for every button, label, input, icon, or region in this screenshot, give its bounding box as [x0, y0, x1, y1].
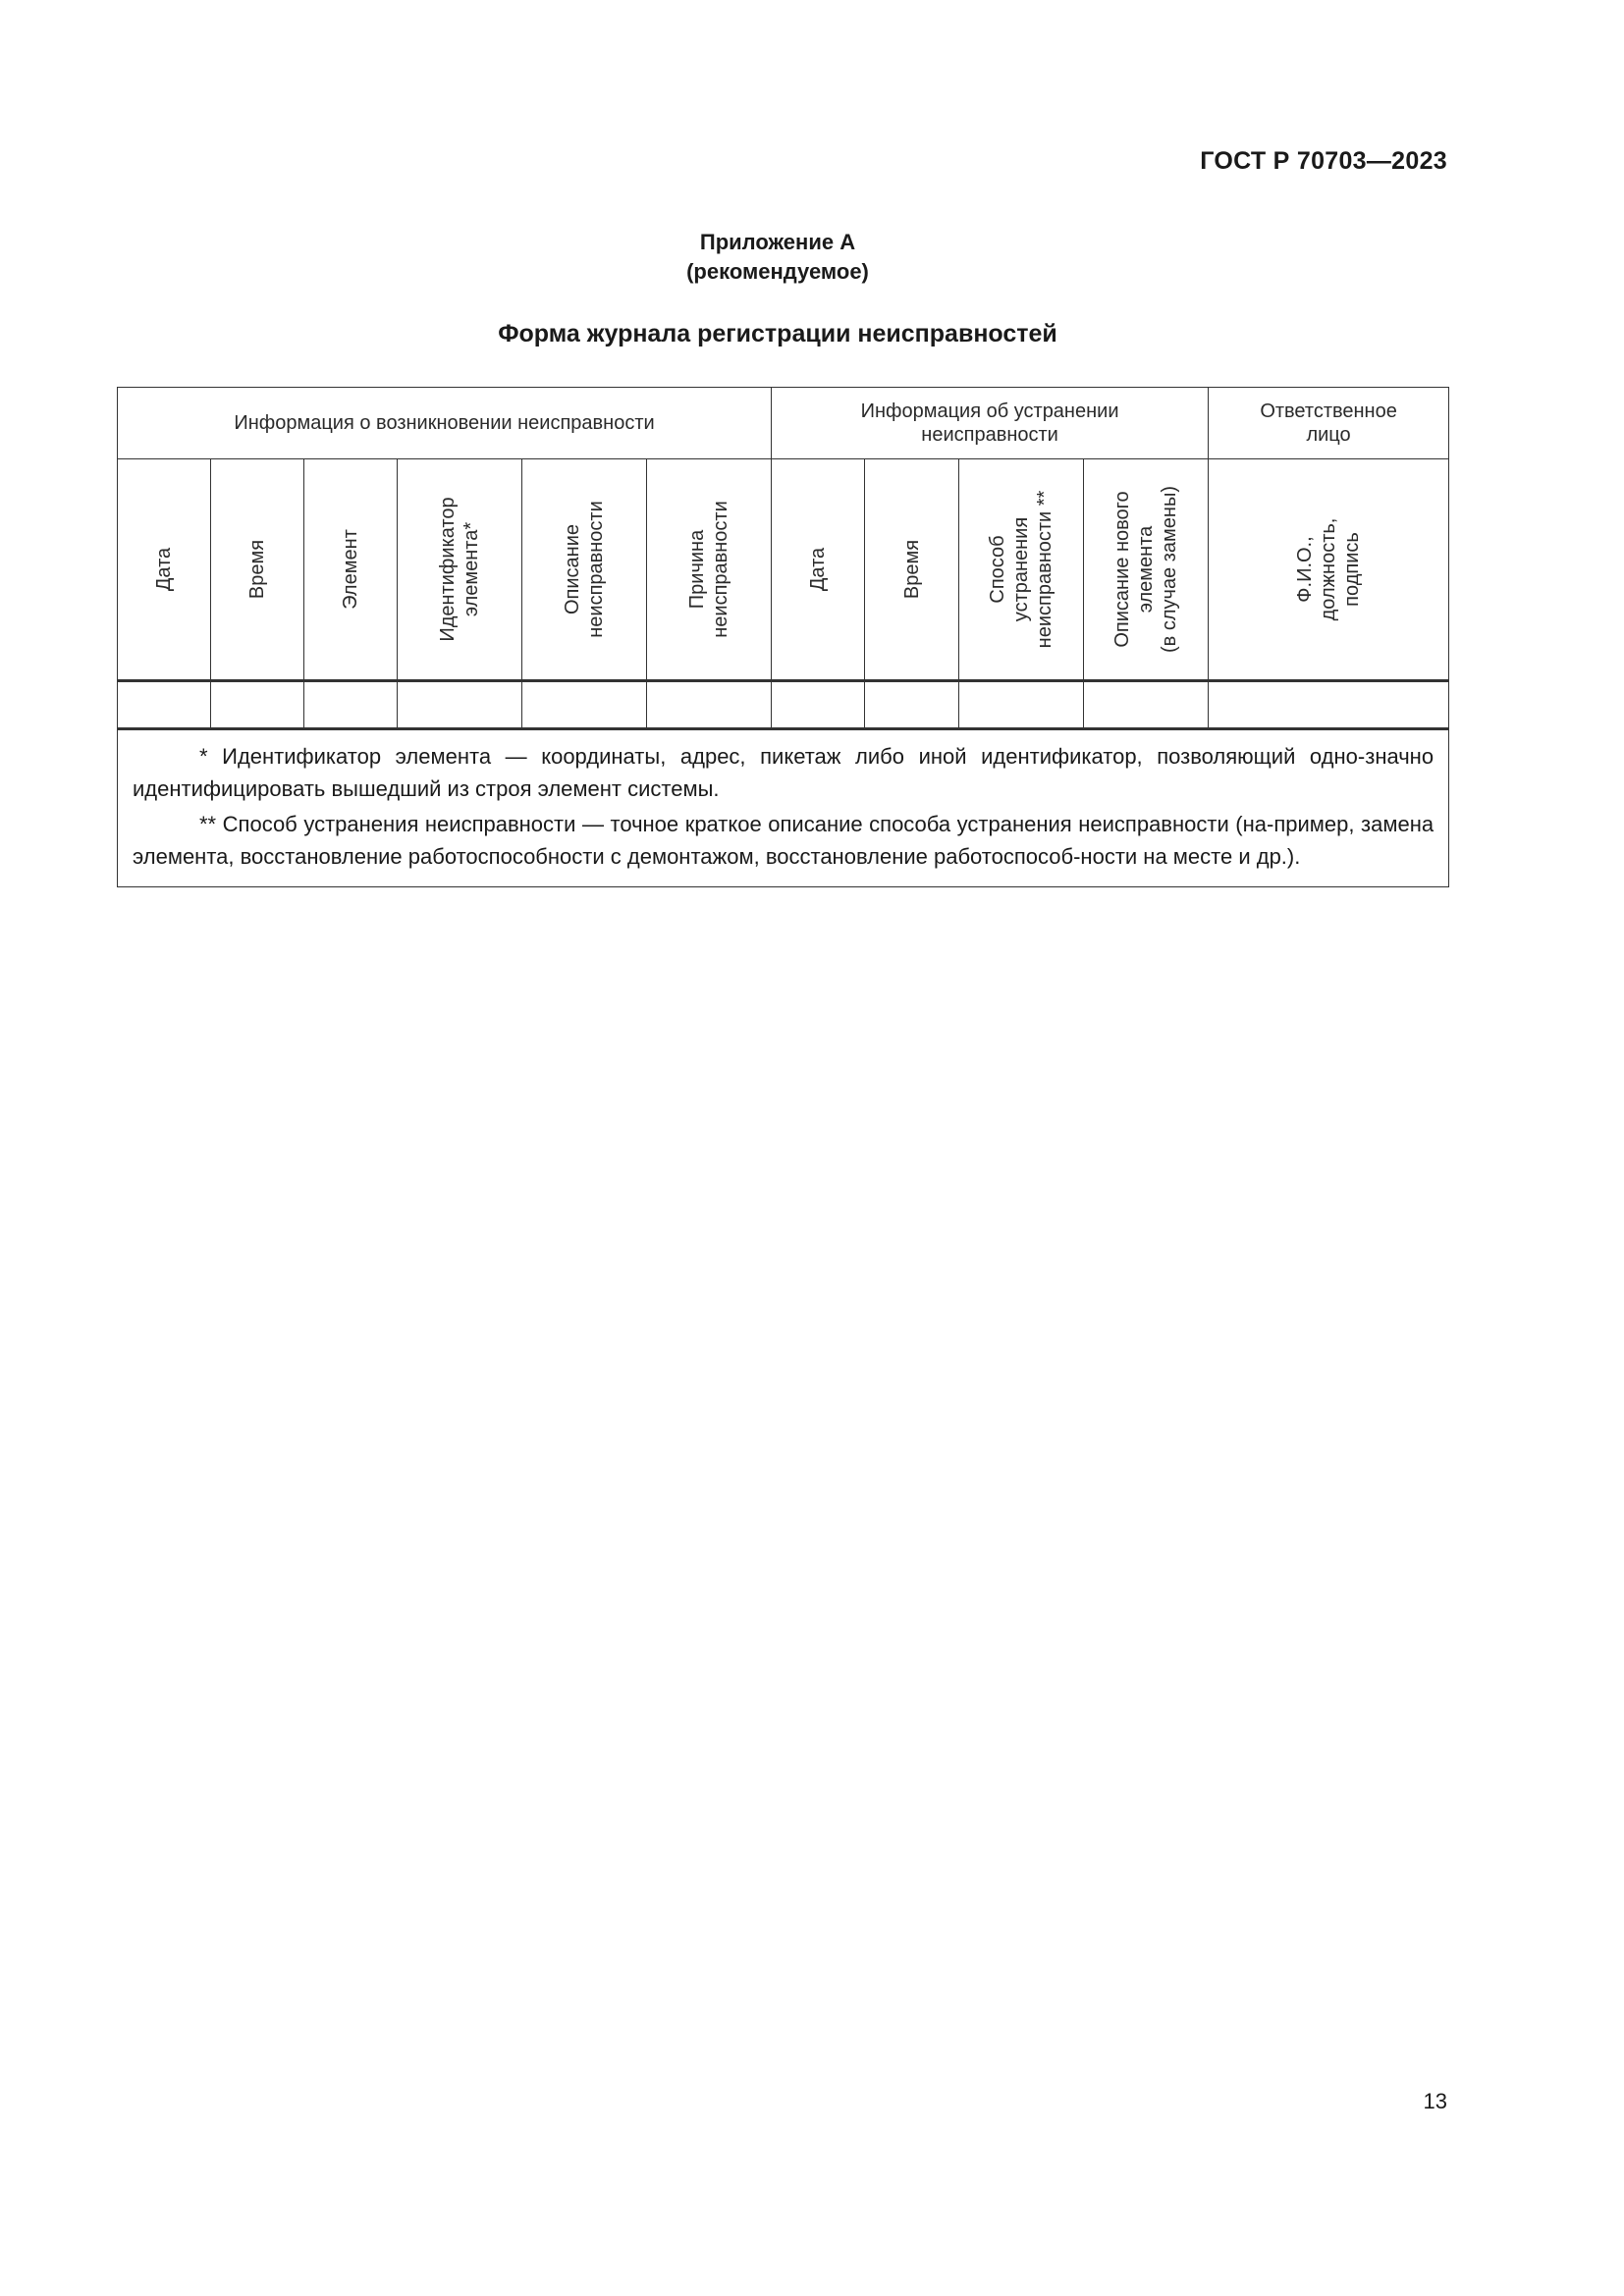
- entry-cell[interactable]: [647, 681, 772, 729]
- appendix-status: (рекомендуемое): [686, 259, 869, 284]
- entry-cell[interactable]: [211, 681, 304, 729]
- fault-log-table: [117, 387, 1449, 887]
- entry-cell[interactable]: [118, 681, 211, 729]
- column-header-date: Дата: [118, 459, 211, 681]
- column-header-fix-time: Время: [865, 459, 959, 681]
- group-header-occurrence: Информация о возникновении неисправности: [118, 388, 772, 459]
- appendix-heading: [0, 228, 1555, 287]
- column-header-element-id: Идентификатор элемента*: [398, 459, 522, 681]
- entry-cell[interactable]: [522, 681, 647, 729]
- entry-cell[interactable]: [1209, 681, 1449, 729]
- column-header-element: Элемент: [304, 459, 398, 681]
- form-title: Форма журнала регистрации неисправностей: [498, 320, 1057, 347]
- column-header-signature: Ф.И.О., должность, подпись: [1209, 459, 1449, 681]
- column-header-fix-date: Дата: [772, 459, 865, 681]
- column-header-time: Время: [211, 459, 304, 681]
- column-header-fix-method: Способ устранения неисправности **: [959, 459, 1084, 681]
- table-row: [118, 681, 1449, 729]
- document-code: ГОСТ Р 70703—2023: [1200, 147, 1447, 175]
- footnote-element-id: * Идентификатор элемента — координаты, адрес, пикетаж либо иной идентификатор, позволяющий одно-значно идентифицировать вышедший из строя элемент системы.: [133, 744, 1435, 801]
- entry-cell[interactable]: [304, 681, 398, 729]
- column-header-new-element: Описание нового элемента (в случае замены): [1084, 459, 1209, 681]
- entry-cell[interactable]: [959, 681, 1084, 729]
- column-header-fault-cause: Причина неисправности: [647, 459, 772, 681]
- entry-cell[interactable]: [1084, 681, 1209, 729]
- page-number: 13: [1423, 2089, 1447, 2113]
- group-header-responsible: Ответственное лицо: [1209, 388, 1449, 459]
- entry-cell[interactable]: [398, 681, 522, 729]
- column-header-fault-description: Описание неисправности: [522, 459, 647, 681]
- group-header-elimination: Информация об устранении неисправности: [772, 388, 1209, 459]
- footnote-fix-method: ** Способ устранения неисправности — точное краткое описание способа устранения неисправности (на-пример, замена элемента, восстановление работоспособности с демонтажом, восстановление работоспособ-ности на месте и др.).: [133, 812, 1435, 869]
- entry-cell[interactable]: [865, 681, 959, 729]
- entry-cell[interactable]: [772, 681, 865, 729]
- appendix-title: Приложение А: [699, 230, 856, 254]
- table-footnotes: [118, 729, 1449, 887]
